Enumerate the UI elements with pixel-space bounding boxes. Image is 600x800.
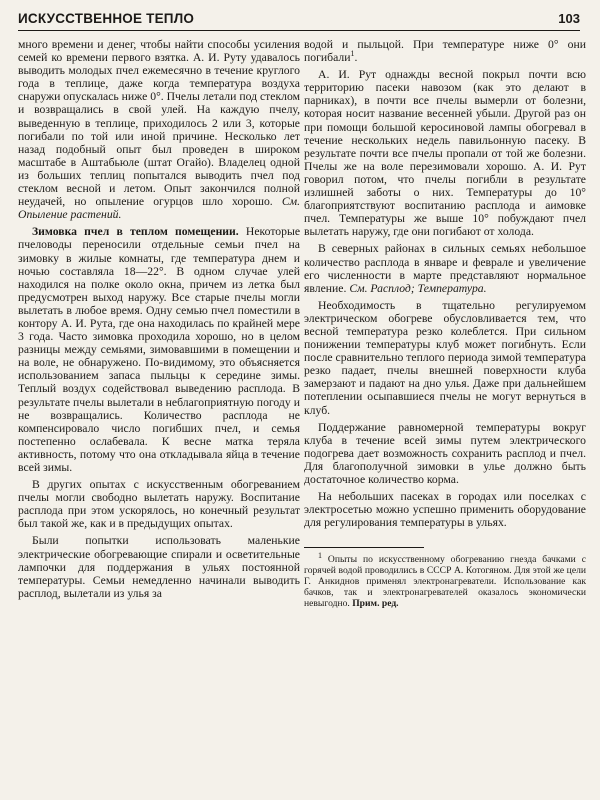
- paragraph-text: водой и пыльцой. При температуре ниже 0° они погибали: [304, 38, 586, 65]
- paragraph: В других опытах с искусственным обогреванием пчелы могли свободно вылетать наружу. Воспитание расплода при этом ускорялось, но конечный результат был такой же, как и в предыдущих опытах.: [18, 478, 300, 531]
- cross-reference: См. Расплод; Температура.: [349, 281, 487, 295]
- paragraph: На небольших пасеках в городах или поселках с электросетью можно успешно применить оборудование для регулирования температуры в ульях.: [304, 490, 586, 530]
- paragraph: [304, 242, 586, 294]
- paragraph: Были попытки использовать маленькие электрические обогревающие спирали и осветительные лампочки для поддержания в ульях постоянной температуры. Семьи немедленно начинали выводить расплод, вылетали из улья за: [18, 534, 300, 600]
- footnote: [304, 551, 586, 610]
- paragraph: А. И. Рут однажды весной покрыл почти всю территорию пасеки навозом (как это делают в парниках), в почти все пчелы вымерли от болезни, которая носит название весенней убыли. Другой раз он при помощи большой керосиновой лампы обогревал в течение нескольких недель павильонную пасеку. В результате почти все пчелы пропали от той же болезни. Пчелы же на воле перезимовали хорошо. А. И. Рут говорил потом, что пчелы погибли в результате излишней заботы о них. Температуры до 10° благоприятствуют воспитанию расплода и аимовке пчел. Температуры же выше 10° побуждают пчел вылетать наружу, где они погибают от холода.: [304, 68, 586, 239]
- page-number: 103: [558, 11, 580, 26]
- paragraph: [18, 225, 300, 474]
- right-column: [304, 38, 586, 613]
- cross-reference: См. Опыление растений.: [18, 195, 300, 222]
- paragraph-text: Некоторые пчеловоды переносили отдельные семьи пчел на зимовку в жилые комнаты, где температура днем и ночью составляла 18—22°. В одном случае улей находился на полке около окна, причем из летка был предусмотрен выход наружу. Все старые пчелы могли вылетать в любое время. Одну семью пчел поместили в контору А. И. Рута, где она находилась по крайней мере 3 года. Часто зимовка проходила хорошо, но в целом разницы между семьями, зимовавшими в помещении и на воле, не обнаружено. По-видимому, это объясняется использованием запаса пыльцы к середине зимы. Теплый воздух содействовал выведению расплода. В результате пчелы вылетали в неблагоприятную погоду и не возвращались. Количество расплода не компенсировало число погибших пчел, и семья постепенно ослабевала. К весне матка теряла активность, потому что она откладывала яйца в течение всей зимы.: [18, 225, 301, 474]
- paragraph-text: В северных районах в сильных семьях небольшое количество расплода в январе и феврале и увеличение его численности в марте представляют нормальное явление.: [304, 242, 586, 295]
- paragraph: Поддержание равномерной температуры вокруг клуба в течение всей зимы путем электрического подогрева дает возможность сохранить расплод и пчел. Для благополучной зимовки в улье должно быть достаточное количество корма.: [304, 420, 586, 486]
- footnote-marker: 1: [350, 49, 355, 59]
- footnote-number: 1: [318, 551, 322, 561]
- footnote-divider: [304, 547, 424, 548]
- editor-note: Прим. ред.: [352, 598, 399, 610]
- running-title: ИСКУССТВЕННОЕ ТЕПЛО: [18, 11, 195, 26]
- paragraph: [18, 38, 300, 221]
- page-header: [18, 10, 580, 31]
- footnote-text: Опыты по искусственному обогреванию гнезда бачками с горячей водой проводились в СССР А. Котогяном. Для этой же цели Г. Анкиднов применял электронагреватели. Использование как бачков, так и электронагревателей оказалось экономически невыгодно.: [304, 554, 586, 610]
- paragraph-text: много времени и денег, чтобы найти способы усиления семей ко времени первого взятка. А. И. Руту удавалось выводить молодых пчел ежемесячно в течение круглого года в теплице, даже когда температура воздуха снаружи опускалась ниже 0°. Пчелы летали под стеклом и возвращались в свой улей. На каждую пчелу, выведенную в теплице, приходилось 2 или 3, которые погибали по той или иной причине. Несколько лет назад подобный опыт был проведен в широком масштабе в Аштабьюле (штат Огайо). Владелец одной из больших теплиц попытался выводить пчел под стеклом весной и летом. Опыт закончился полной неудачей, но опыление огурцов шло хорошо.: [18, 38, 300, 209]
- left-column: [18, 38, 300, 604]
- paragraph: водой и пыльцой. При температуре ниже 0° они погибали$^1$.: [304, 38, 586, 65]
- paragraph: Необходимость в тщательно регулируемом электрическом обогреве обусловливается тем, что весной температура резко колеблется. При сильном понижении температуры клуб может погибнуть. Если после сравнительно теплого периода зимой температура резко падает, пчелы внешней поверхности клуба замерзают и падают на дно улья. Даже при дальнейшем потеплении осыпавшиеся пчелы не могут вернуться в клуб.: [304, 298, 586, 417]
- section-heading: Зимовка пчел в теплом помещении.: [32, 225, 239, 239]
